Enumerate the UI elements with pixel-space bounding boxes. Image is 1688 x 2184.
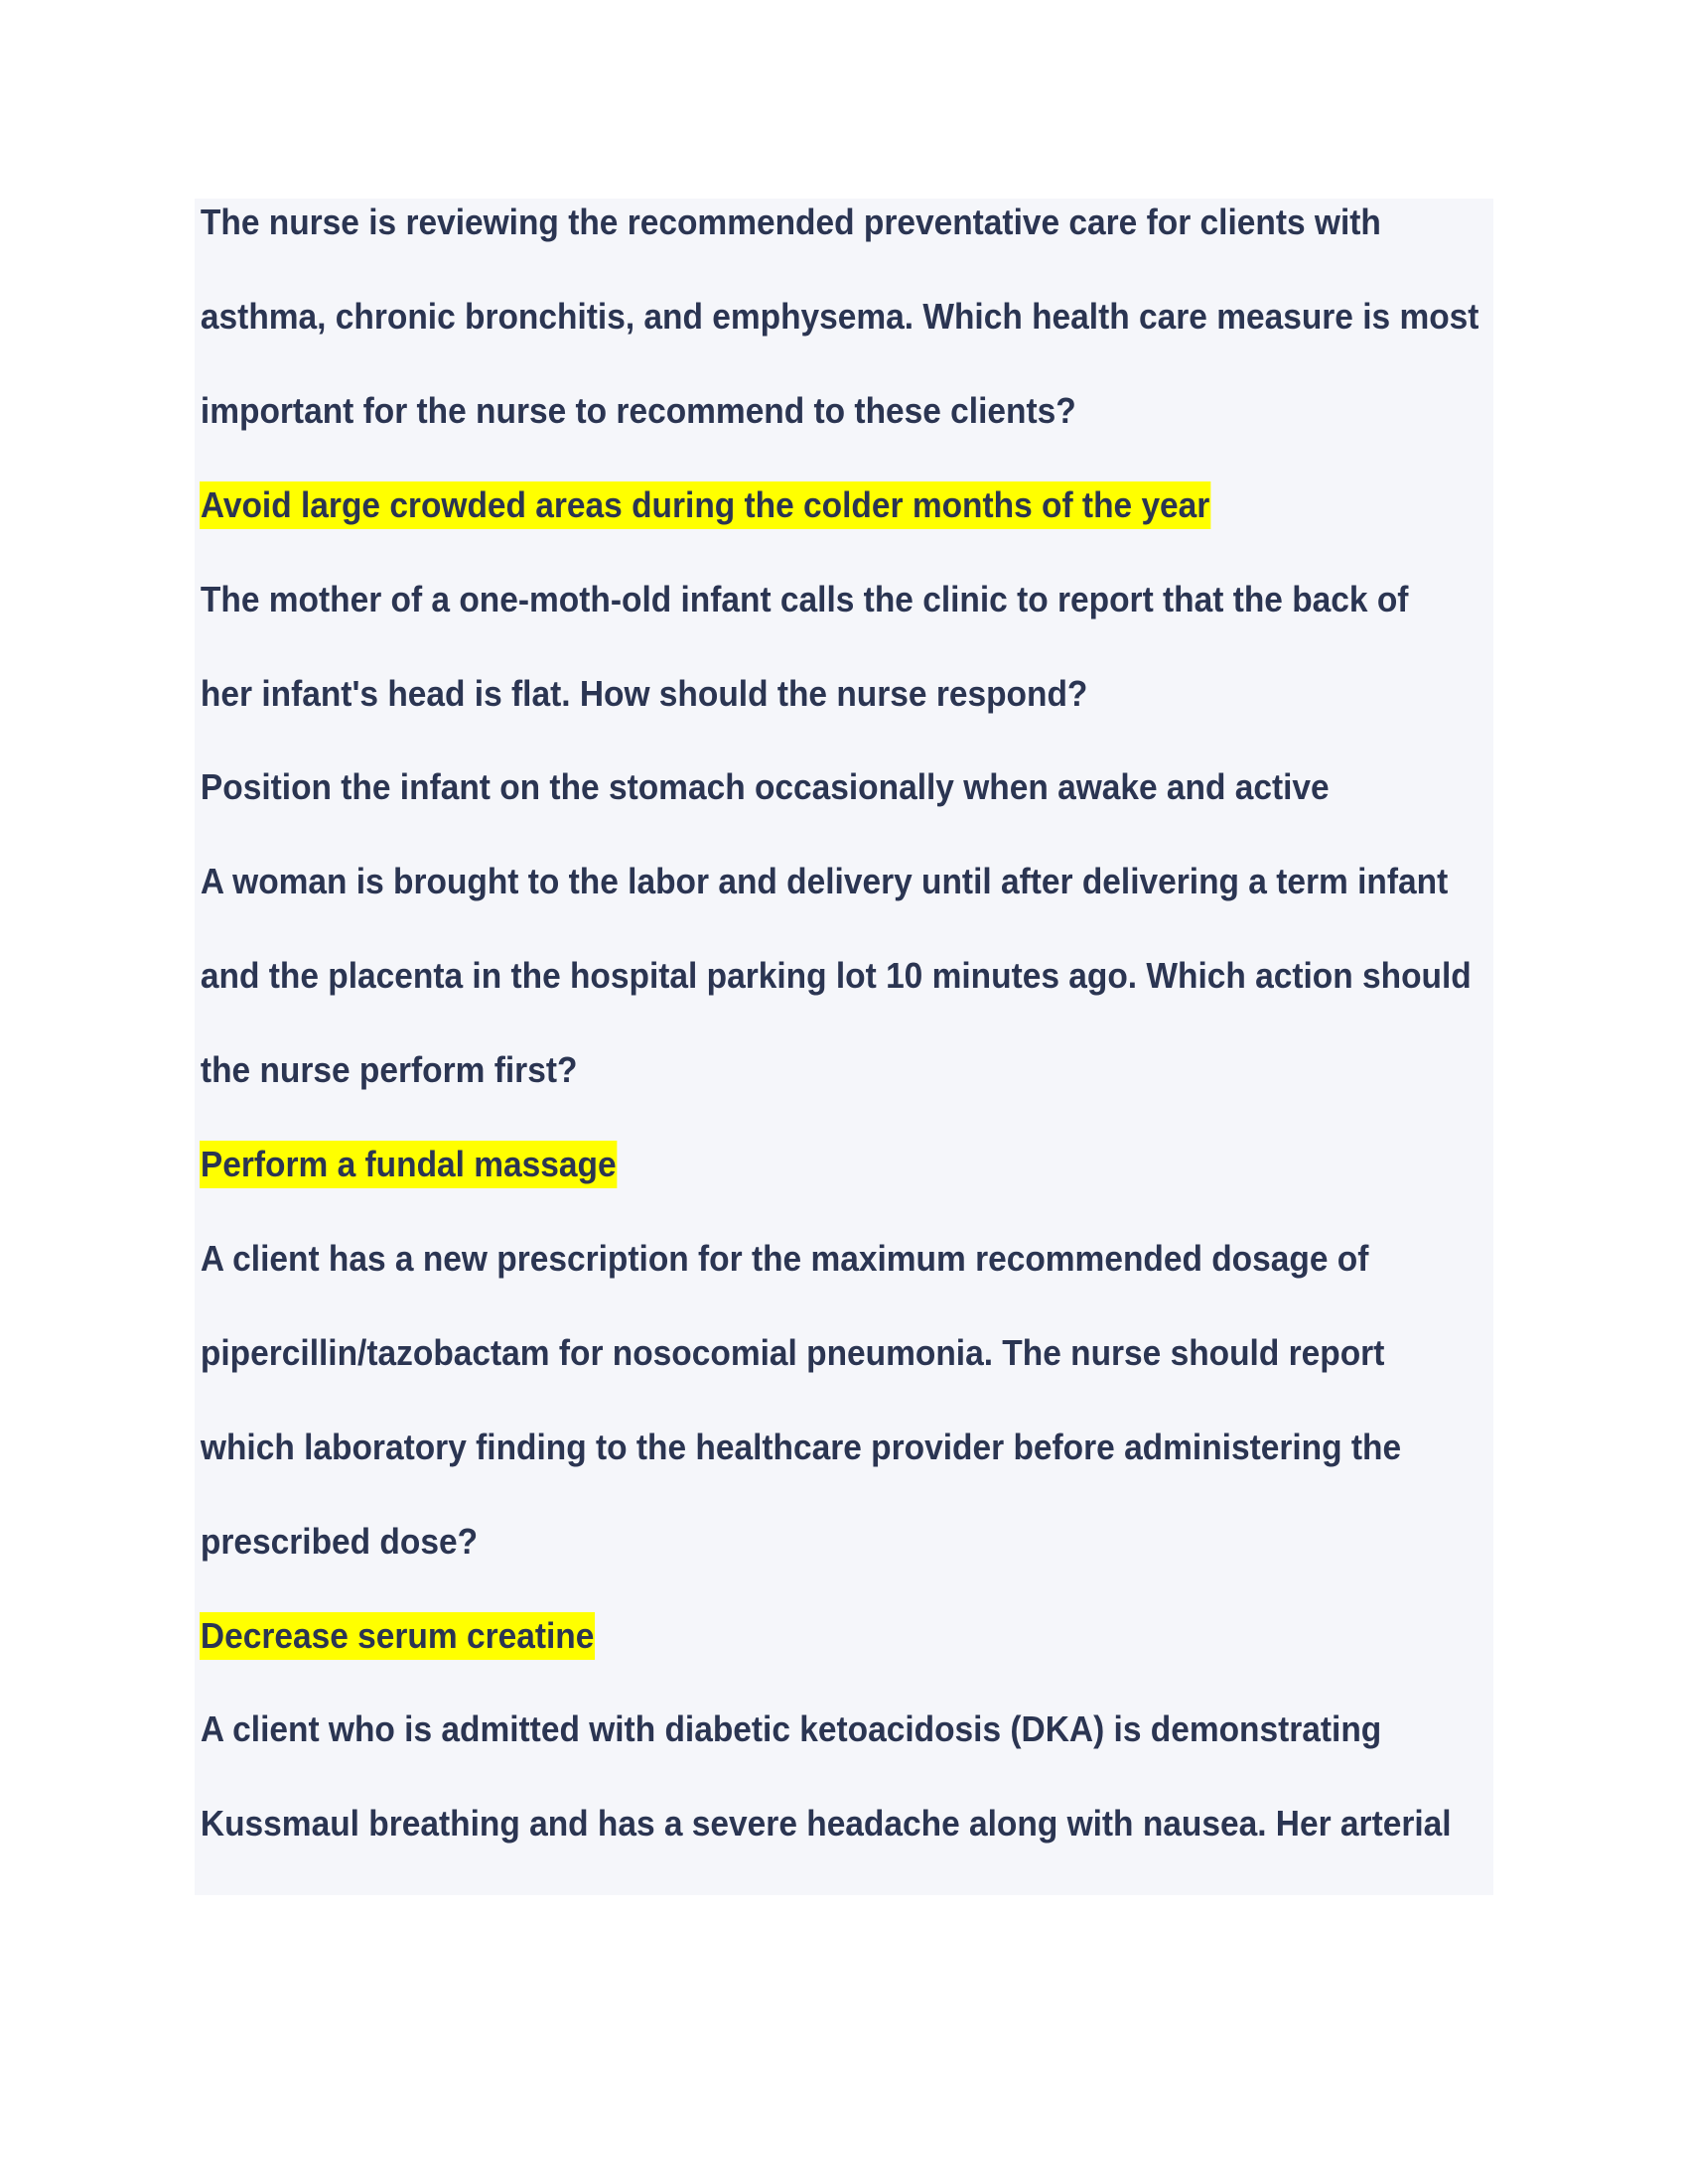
answer-line xyxy=(200,1141,648,1188)
question-text: The mother of a one-moth-old infant calls the clinic to report that the back of xyxy=(200,578,1409,619)
question-line xyxy=(200,1518,499,1566)
highlighted-answer-text: Avoid large crowded areas during the colder months of the year xyxy=(200,481,1210,529)
answer-line xyxy=(200,481,1287,529)
question-text: pipercillin/tazobactam for nosocomial pneumonia. The nurse should report xyxy=(200,1331,1385,1373)
question-text: Kussmaul breathing and has a severe headache along with nausea. Her arterial xyxy=(200,1803,1452,1844)
question-text: prescribed dose? xyxy=(200,1520,479,1562)
question-line xyxy=(200,293,1576,341)
question-line xyxy=(200,387,1143,435)
question-text: A client has a new prescription for the maximum recommended dosage of xyxy=(200,1237,1369,1279)
highlighted-answer-text: Decrease serum creatine xyxy=(200,1612,595,1660)
qa-text-panel xyxy=(195,199,1493,1895)
question-text: the nurse perform first? xyxy=(200,1049,578,1091)
question-text: asthma, chronic bronchitis, and emphysema. Which health care measure is most xyxy=(200,295,1479,337)
question-line xyxy=(200,576,1500,623)
answer-line xyxy=(200,1612,625,1660)
question-line xyxy=(200,1046,607,1094)
question-line xyxy=(200,1800,1546,1847)
question-line xyxy=(200,1235,1458,1283)
question-text: her infant's head is flat. How should the nurse respond? xyxy=(200,672,1088,714)
question-line xyxy=(200,1329,1475,1377)
highlighted-answer-text: Perform a fundal massage xyxy=(200,1141,618,1188)
question-text: which laboratory finding to the healthcare provider before administering the xyxy=(200,1426,1402,1467)
question-text: The nurse is reviewing the recommended preventative care for clients with xyxy=(200,202,1381,242)
answer-line xyxy=(200,763,1415,811)
question-line xyxy=(200,858,1543,905)
question-line xyxy=(200,199,1471,246)
question-line xyxy=(200,670,1156,718)
question-text: A client who is admitted with diabetic ketoacidosis (DKA) is demonstrating xyxy=(200,1708,1382,1750)
question-text: and the placenta in the hospital parking lot 10 minutes ago. Which action should xyxy=(200,955,1472,997)
question-line xyxy=(200,1706,1472,1753)
question-text: A woman is brought to the labor and delivery until after delivering a term infant xyxy=(200,861,1449,902)
question-line xyxy=(200,952,1568,1000)
question-text: important for the nurse to recommend to these clients? xyxy=(200,389,1076,431)
answer-text: Position the infant on the stomach occasionally when awake and active xyxy=(200,766,1330,808)
question-line xyxy=(200,1424,1492,1471)
